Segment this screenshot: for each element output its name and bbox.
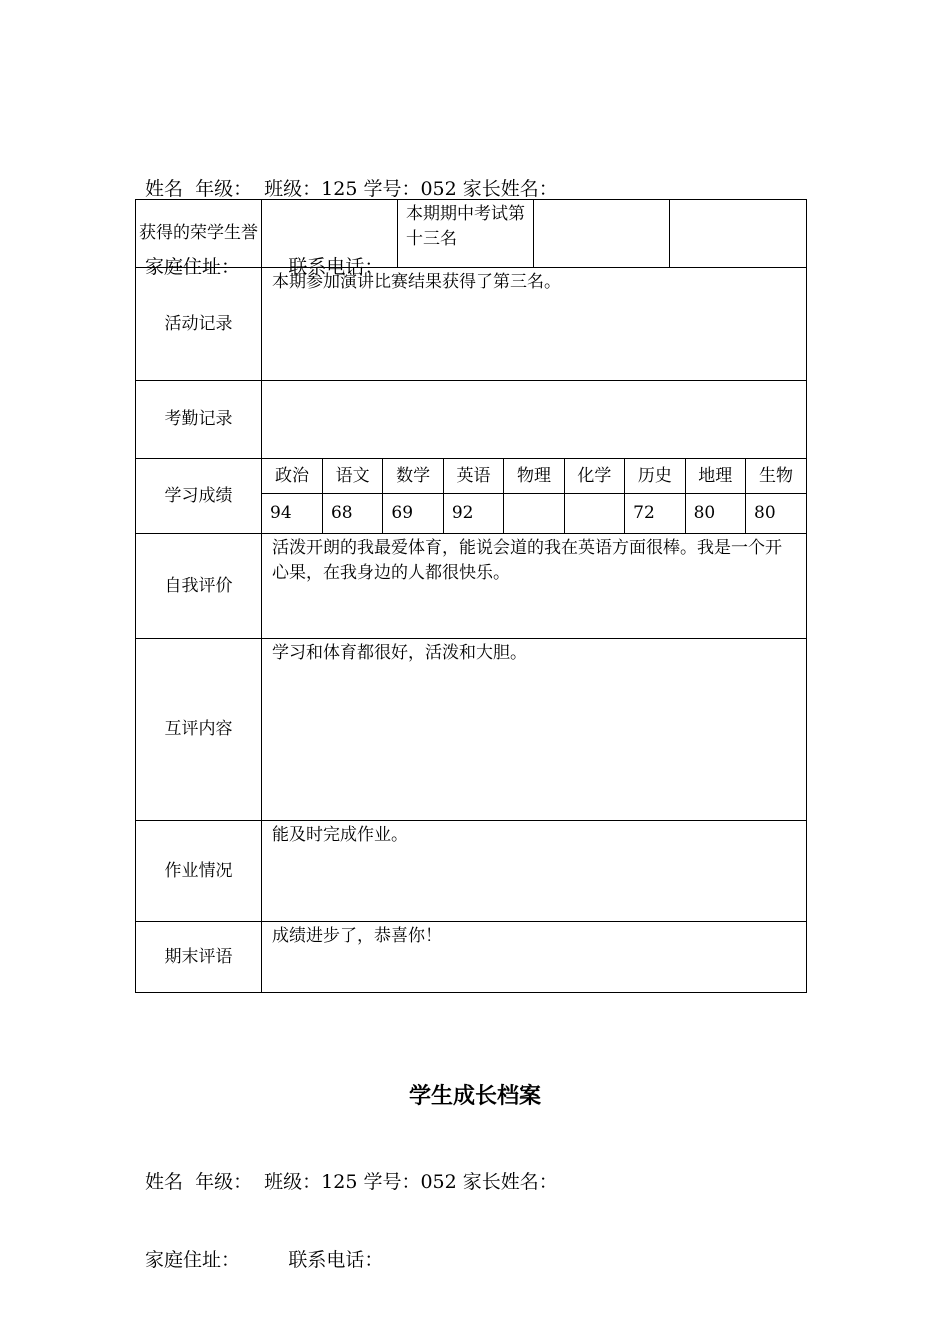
score-cell: 69	[383, 494, 443, 534]
honor-row	[136, 200, 807, 268]
homework-label: 作业情况	[136, 821, 262, 922]
activity-text: 本期参加演讲比赛结果获得了第三名。	[262, 268, 807, 381]
score-cell: 72	[625, 494, 685, 534]
activity-row	[136, 268, 807, 381]
page-title: 学生成长档案	[408, 1084, 541, 1109]
homework-text: 能及时完成作业。	[262, 821, 807, 922]
subject-cell: 物理	[504, 459, 564, 494]
score-cell: 68	[322, 494, 382, 534]
score-cell: 80	[685, 494, 745, 534]
extra-value[interactable]	[670, 200, 807, 268]
subject-cell: 地理	[685, 459, 745, 494]
peer-eval-row	[136, 639, 807, 821]
homework-row	[136, 821, 807, 922]
grades-label: 学习成绩	[136, 459, 262, 534]
growth-record-table	[135, 199, 807, 993]
subject-cell: 数学	[383, 459, 443, 494]
subject-cell: 历史	[625, 459, 685, 494]
peer-eval-label: 互评内容	[136, 639, 262, 821]
self-eval-row	[136, 534, 807, 639]
activity-label: 活动记录	[136, 268, 262, 381]
attendance-text	[262, 381, 807, 459]
peer-eval-text: 学习和体育都很好，活泼和大胆。	[262, 639, 807, 821]
scores-row	[262, 494, 806, 534]
grades-table	[262, 459, 806, 533]
student-info-header-2	[145, 1117, 558, 1299]
subject-cell: 生物	[746, 459, 807, 494]
subject-cell: 化学	[564, 459, 624, 494]
score-cell: 94	[262, 494, 322, 534]
attendance-label: 考勤记录	[136, 381, 262, 459]
student-info-line-2: 家庭住址： 联系电话：	[145, 1249, 384, 1271]
self-eval-label: 自我评价	[136, 534, 262, 639]
score-cell	[504, 494, 564, 534]
final-comment-label: 期末评语	[136, 922, 262, 993]
self-eval-text: 活泼开朗的我最爱体育，能说会道的我在英语方面很棒。我是一个开心果，在我身边的人都很快乐。	[262, 534, 807, 639]
final-comment-text: 成绩进步了，恭喜你！	[262, 922, 807, 993]
student-info-line-1: 姓名 年级： 班级：125 学号：052 家长姓名：	[145, 178, 558, 200]
midterm-value[interactable]	[534, 200, 670, 268]
subject-cell: 政治	[262, 459, 322, 494]
subject-cell: 语文	[322, 459, 382, 494]
midterm-label: 本期期中考试第十三名	[398, 200, 534, 268]
honor-value[interactable]	[262, 200, 398, 268]
student-info-line-1: 姓名 年级： 班级：125 学号：052 家长姓名：	[145, 1171, 558, 1193]
score-cell: 92	[443, 494, 503, 534]
score-cell: 80	[754, 503, 776, 523]
subjects-row	[262, 459, 806, 494]
grades-row	[136, 459, 807, 534]
attendance-row	[136, 381, 807, 459]
score-cell	[564, 494, 624, 534]
student-info-line-2: 家庭住址： 联系电话：	[145, 256, 384, 278]
honor-label: 获得的荣学生誉	[136, 200, 262, 268]
subject-cell: 英语	[443, 459, 503, 494]
grades-cell	[262, 459, 807, 534]
final-comment-row	[136, 922, 807, 993]
